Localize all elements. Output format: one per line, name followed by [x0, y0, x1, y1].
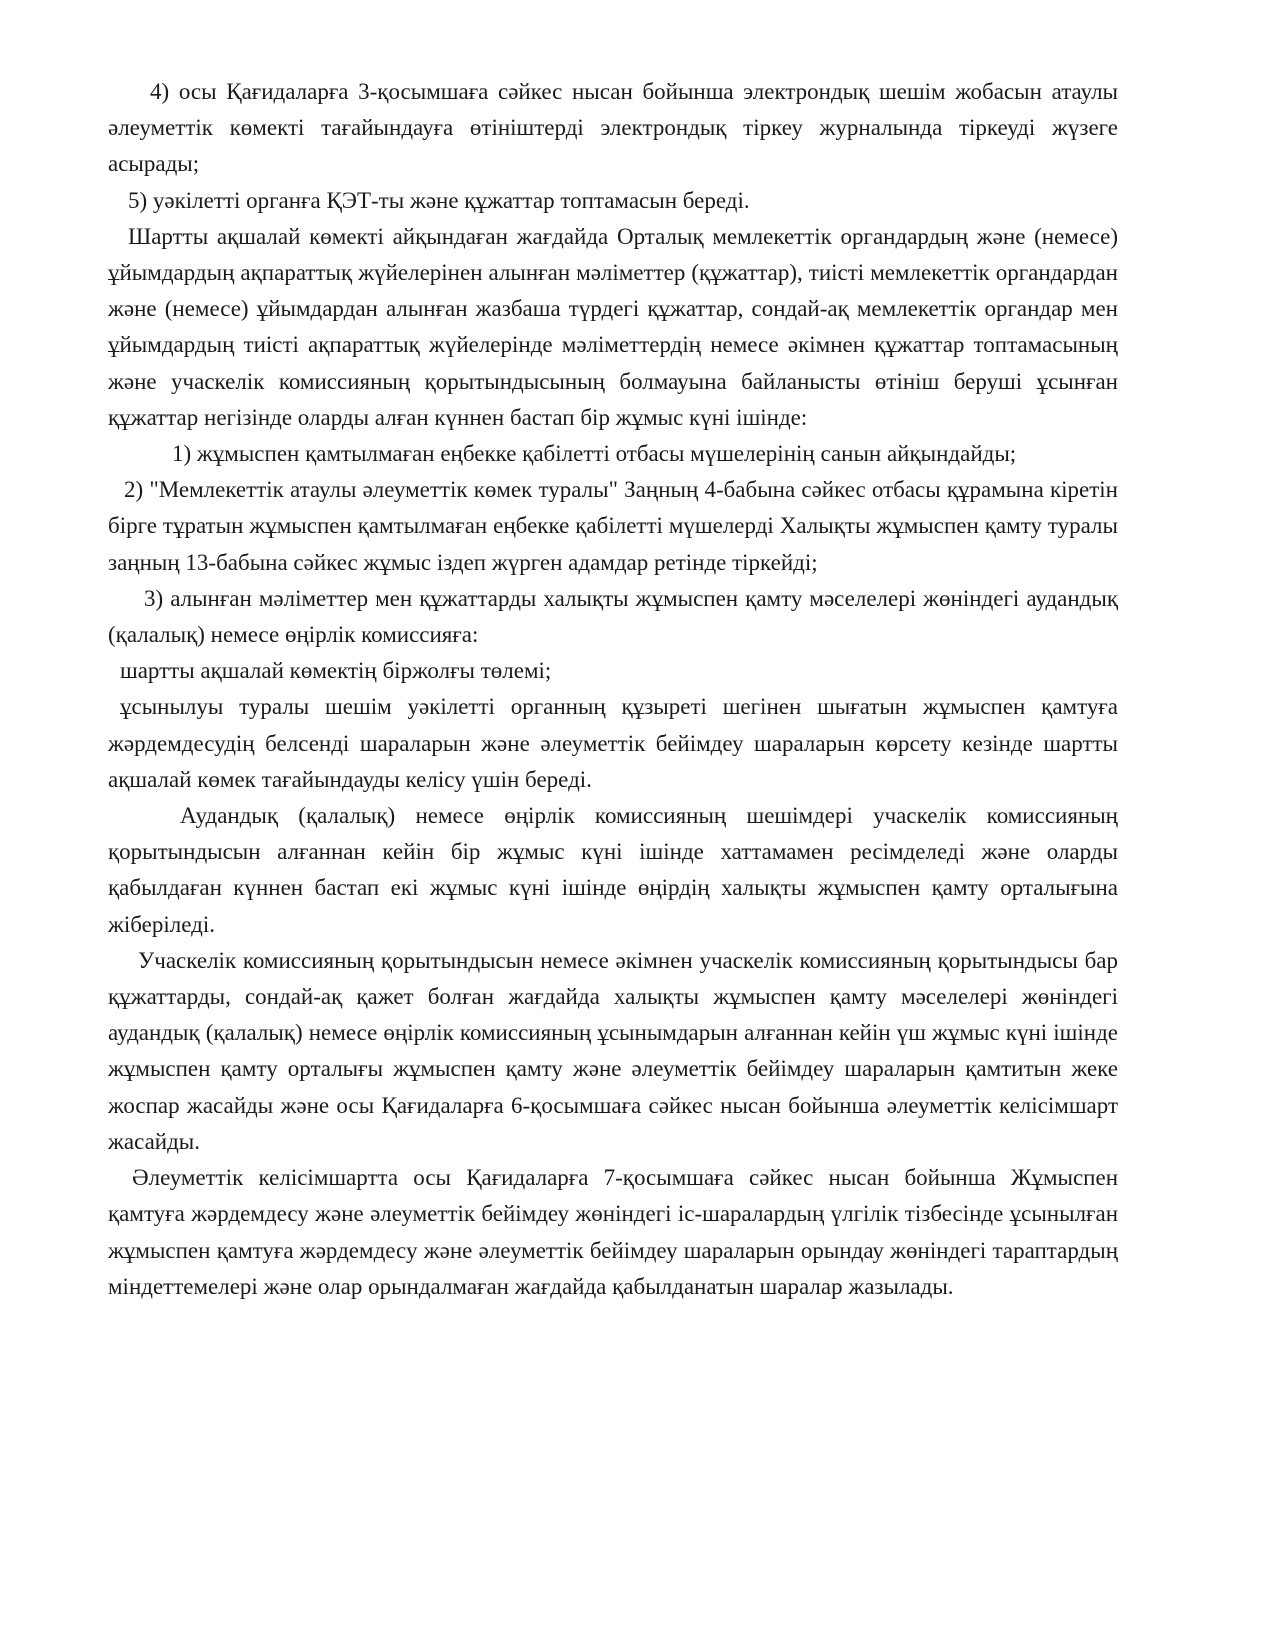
paragraph-submission-decision: ұсынылуы туралы шешім уәкілетті органның құзыреті шегінен шығатын жұмыспен қамтуға жәрдемдесудің белсенді шараларын және әлеуметтік бейімдеу шараларын көрсету кезінде шартты ақшалай көмек тағайындауды келісу үшін береді. [108, 694, 1118, 792]
paragraph-individual-plan: Учаскелік комиссияның қорытындысын немесе әкімнен учаскелік комиссияның қорытындысы бар құжаттарды, сондай-ақ қажет болған жағдайда халықты жұмыспен қамту мәселелері жөніндегі аудандық (қалалық) немесе өңірлік комиссияның ұсынымдарын алғаннан кейін үш жұмыс күні ішінде жұмыспен қамту орталығы жұмыспен қамту және әлеуметтік бейімдеу шараларын қамтитын жеке жоспар жасайды және осы Қағидаларға 6-қосымшаға сәйкес нысан бойынша әлеуметтік келісімшарт жасайды. [108, 947, 1118, 1154]
document-page [108, 74, 1118, 1305]
paragraph-commission-decisions: Аудандық (қалалық) немесе өңірлік комиссияның шешімдері учаскелік комиссияның қорытындысын алғаннан кейін бір жұмыс күні ішінде хаттамамен ресімделеді және оларды қабылдаған күннен бастап екі жұмыс күні ішінде өңірдің халықты жұмыспен қамту орталығына жіберіледі. [108, 803, 1118, 937]
paragraph-item-4: 4) осы Қағидаларға 3-қосымшаға сәйкес нысан бойынша электрондық шешім жобасын атаулы әлеуметтік көмекті тағайындауға өтініштерді электрондық тіркеу журналында тіркеуді жүзеге асырады; [108, 79, 1118, 177]
paragraph-sub-item-3: 3) алынған мәліметтер мен құжаттарды халықты жұмыспен қамту мәселелері жөніндегі аудандық (қалалық) немесе өңірлік комиссияға: [108, 585, 1118, 648]
paragraph-sub-item-1: 1) жұмыспен қамтылмаған еңбекке қабілетті отбасы мүшелерінің санын айқындайды; [172, 441, 1017, 467]
paragraph-sub-item-2: 2) "Мемлекеттік атаулы әлеуметтік көмек туралы" Заңның 4-бабына сәйкес отбасы құрамына кіретін бірге тұратын жұмыспен қамтылмаған еңбекке қабілетті мүшелерді Халықты жұмыспен қамту туралы заңның 13-бабына сәйкес жұмыс іздеп жүрген адамдар ретінде тіркейді; [108, 477, 1118, 575]
paragraph-conditional-aid: Шартты ақшалай көмекті айқындаған жағдайда Орталық мемлекеттік органдардың және (немесе) ұйымдардың ақпараттық жүйелерінен алынған мәліметтер (құжаттар), тиісті мемлекеттік органдардан және (немесе) ұйымдардан алынған жазбаша түрдегі құжаттар, сондай-ақ мемлекеттік органдар мен ұйымдардың тиісті ақпараттық жүйелерінде мәліметтердің немесе әкімнен құжаттар топтамасының және учаскелік комиссияның қорытындысының болмауына байланысты өтініш беруші ұсынған құжаттар негізінде оларды алған күннен бастап бір жұмыс күні ішінде: [108, 223, 1118, 430]
paragraph-item-5: 5) уәкілетті органға ҚЭТ-ты және құжаттар топтамасын береді. [128, 187, 750, 213]
paragraph-social-contract: Әлеуметтік келісімшартта осы Қағидаларға 7-қосымшаға сәйкес нысан бойынша Жұмыспен қамтуға жәрдемдесу және әлеуметтік бейімдеу жөніндегі іс-шаралардың үлгілік тізбесінде ұсынылған жұмыспен қамтуға жәрдемдесу және әлеуметтік бейімдеу шараларын орындау жөніндегі тараптардың міндеттемелері және олар орындалмаған жағдайда қабылданатын шаралар жазылады. [108, 1165, 1118, 1299]
paragraph-one-time-payment: шартты ақшалай көмектің біржолғы төлемі; [120, 658, 552, 684]
